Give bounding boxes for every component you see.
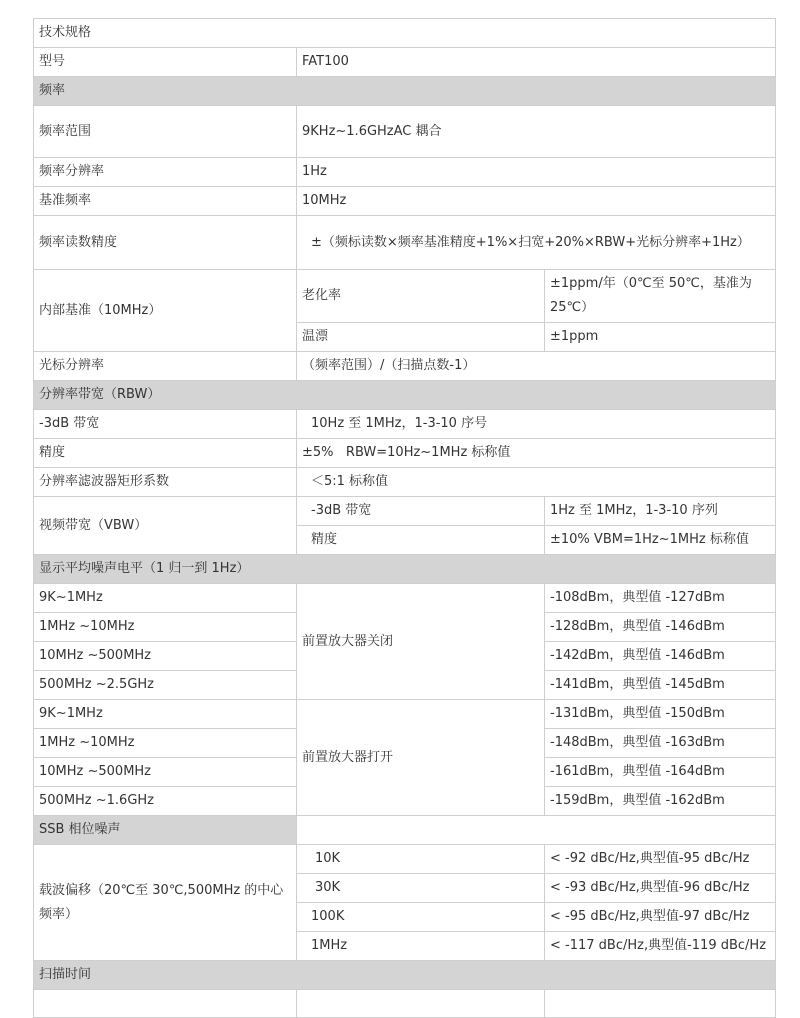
sweep-cell	[545, 990, 776, 1018]
table-row	[34, 19, 776, 48]
table-row	[34, 584, 776, 613]
table-row	[34, 410, 776, 439]
model-value: FAT100	[297, 48, 776, 77]
danl-value: -131dBm，典型值 -150dBm	[545, 700, 776, 729]
danl-range: 500MHz ~1.6GHz	[34, 787, 297, 816]
vbw-accuracy-value: ±10% VBM=1Hz~1MHz 标称值	[545, 526, 776, 555]
aging-value: ±1ppm/年（0℃至 50℃，基准为 25℃）	[545, 270, 776, 323]
table-row	[34, 106, 776, 158]
table-row	[34, 439, 776, 468]
freq-resolution-label: 频率分辨率	[34, 158, 297, 187]
danl-value: -148dBm，典型值 -163dBm	[545, 729, 776, 758]
danl-range: 1MHz ~10MHz	[34, 729, 297, 758]
danl-value: -141dBm，典型值 -145dBm	[545, 671, 776, 700]
ssb-value: < -92 dBc/Hz,典型值-95 dBc/Hz	[545, 845, 776, 874]
rbw-accuracy-value: ±5% RBW=10Hz~1MHz 标称值	[297, 439, 776, 468]
shape-factor-value: ＜5:1 标称值	[297, 468, 776, 497]
ref-freq-value: 10MHz	[297, 187, 776, 216]
danl-range: 10MHz ~500MHz	[34, 758, 297, 787]
danl-range: 10MHz ~500MHz	[34, 642, 297, 671]
preamp-on-label: 前置放大器打开	[297, 700, 545, 816]
vbw-label: 视频带宽（VBW）	[34, 497, 297, 555]
section-header-row	[34, 77, 776, 106]
rbw-3db-label: -3dB 带宽	[34, 410, 297, 439]
table-row	[34, 497, 776, 526]
table-row	[34, 845, 776, 874]
model-label: 型号	[34, 48, 297, 77]
vbw-3db-label: -3dB 带宽	[297, 497, 545, 526]
table-row	[34, 216, 776, 270]
vbw-accuracy-label: 精度	[297, 526, 545, 555]
sweep-cell	[297, 990, 545, 1018]
cursor-resolution-value: （频率范围）/（扫描点数-1）	[297, 352, 776, 381]
aging-label: 老化率	[297, 270, 545, 323]
temp-drift-label: 温漂	[297, 323, 545, 352]
table-title: 技术规格	[34, 19, 776, 48]
freq-range-value: 9KHz~1.6GHzAC 耦合	[297, 106, 776, 158]
danl-value: -108dBm，典型值 -127dBm	[545, 584, 776, 613]
ssb-value: < -93 dBc/Hz,典型值-96 dBc/Hz	[545, 874, 776, 903]
internal-ref-label: 内部基准（10MHz）	[34, 270, 297, 352]
danl-value: -128dBm，典型值 -146dBm	[545, 613, 776, 642]
readout-accuracy-label: 频率读数精度	[34, 216, 297, 270]
danl-value: -142dBm，典型值 -146dBm	[545, 642, 776, 671]
freq-resolution-value: 1Hz	[297, 158, 776, 187]
rbw-accuracy-label: 精度	[34, 439, 297, 468]
table-row	[34, 352, 776, 381]
sweep-cell	[34, 990, 297, 1018]
cursor-resolution-label: 光标分辨率	[34, 352, 297, 381]
table-row	[34, 270, 776, 323]
section-header-row	[34, 961, 776, 990]
section-sweep: 扫描时间	[34, 961, 776, 990]
ssb-offset: 30K	[297, 874, 545, 903]
rbw-3db-value: 10Hz 至 1MHz，1-3-10 序号	[297, 410, 776, 439]
freq-range-label: 频率范围	[34, 106, 297, 158]
ssb-offset: 100K	[297, 903, 545, 932]
danl-value: -159dBm，典型值 -162dBm	[545, 787, 776, 816]
vbw-3db-value: 1Hz 至 1MHz，1-3-10 序列	[545, 497, 776, 526]
table-row	[34, 158, 776, 187]
danl-range: 1MHz ~10MHz	[34, 613, 297, 642]
ssb-blank-cell	[297, 816, 776, 845]
table-row	[34, 700, 776, 729]
ssb-offset: 10K	[297, 845, 545, 874]
section-header-row	[34, 381, 776, 410]
ref-freq-label: 基准频率	[34, 187, 297, 216]
danl-range: 9K~1MHz	[34, 700, 297, 729]
table-row	[34, 48, 776, 77]
spec-table	[33, 18, 776, 1018]
ssb-value: < -117 dBc/Hz,典型值-119 dBc/Hz	[545, 932, 776, 961]
readout-accuracy-value: ±（频标读数×频率基准精度+1%×扫宽+20%×RBW+光标分辨率+1Hz）	[297, 216, 776, 270]
table-row	[34, 990, 776, 1018]
danl-range: 9K~1MHz	[34, 584, 297, 613]
temp-drift-value: ±1ppm	[545, 323, 776, 352]
ssb-offset: 1MHz	[297, 932, 545, 961]
ssb-value: < -95 dBc/Hz,典型值-97 dBc/Hz	[545, 903, 776, 932]
table-row	[34, 468, 776, 497]
table-row	[34, 187, 776, 216]
section-danl: 显示平均噪声电平（1 归一到 1Hz）	[34, 555, 776, 584]
shape-factor-label: 分辨率滤波器矩形系数	[34, 468, 297, 497]
preamp-off-label: 前置放大器关闭	[297, 584, 545, 700]
section-ssb: SSB 相位噪声	[34, 816, 297, 845]
section-frequency: 频率	[34, 77, 776, 106]
danl-range: 500MHz ~2.5GHz	[34, 671, 297, 700]
table-row	[34, 816, 776, 845]
section-rbw: 分辨率带宽（RBW）	[34, 381, 776, 410]
danl-value: -161dBm，典型值 -164dBm	[545, 758, 776, 787]
section-header-row	[34, 555, 776, 584]
carrier-offset-label: 载波偏移（20℃至 30℃,500MHz 的中心频率）	[34, 845, 297, 961]
